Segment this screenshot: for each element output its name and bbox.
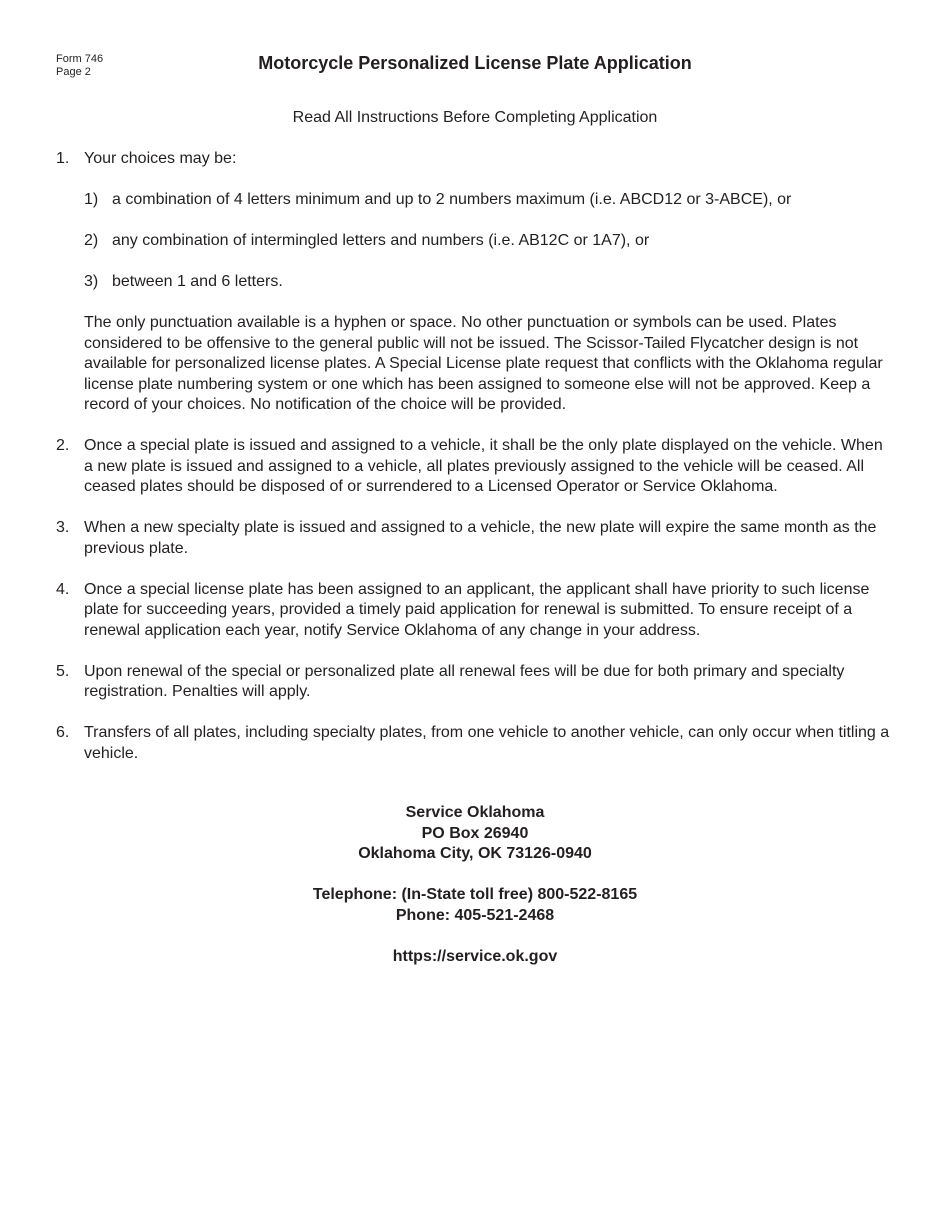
item-number: 4. — [56, 580, 70, 598]
form-number: Form 746 — [56, 53, 104, 65]
choice-option-1 — [84, 190, 892, 211]
instruction-item-2 — [56, 436, 892, 498]
item-number: 5. — [56, 662, 70, 680]
item-text: Once a special plate is issued and assigned to a vehicle, it shall be the only plate displayed on the vehicle. When a new plate is issued and assigned to a vehicle, all plates previously assigned to the vehicle will be ceased. All ceased plates should be disposed of or surrendered to a Licensed Operator or Service Oklahoma. — [84, 437, 883, 495]
instruction-item-6 — [56, 723, 892, 764]
choice-option-3 — [84, 272, 892, 293]
instructions-list — [56, 149, 892, 785]
item-number: 1. — [56, 150, 70, 167]
option-text: a combination of 4 letters minimum and up to 2 numbers maximum (i.e. ABCD12 or 3-ABCE), or — [112, 191, 792, 208]
item-number: 3. — [56, 519, 70, 536]
contact-po-box: PO Box 26940 — [421, 824, 529, 842]
item-number: 6. — [56, 724, 70, 741]
item-text: Transfers of all plates, including specialty plates, from one vehicle to another vehicle, can only occur when titling a vehicle. — [84, 724, 890, 762]
instruction-item-5 — [56, 662, 892, 703]
punctuation-note: The only punctuation available is a hyphen or space. No other punctuation or symbols can be used. Plates considered to be offensive to the general public will not be issued. The Scissor-Tailed Flycatcher design is not available for personalized license plates. A Special License plate request that conflicts with the Oklahoma regular license plate numbering system or one which has been assigned to someone else will not be approved. Keep a record of your choices. No notification of the choice will be provided. — [84, 314, 883, 413]
contact-block — [0, 803, 950, 967]
item-text: Once a special license plate has been assigned to an applicant, the applicant shall have priority to such license plate for succeeding years, provided a timely paid application for renewal is submitted. To ensure receipt of a renewal application each year, notify Service Oklahoma of any change in your address. — [84, 580, 870, 639]
option-text: any combination of intermingled letters and numbers (i.e. AB12C or 1A7), or — [112, 232, 650, 249]
item-number: 2. — [56, 437, 70, 454]
contact-city: Oklahoma City, OK 73126-0940 — [358, 845, 592, 862]
contact-org: Service Oklahoma — [405, 804, 545, 821]
item-text: Your choices may be: — [84, 150, 237, 167]
option-text: between 1 and 6 letters. — [112, 273, 283, 290]
contact-website: https://service.ok.gov — [392, 947, 558, 965]
item-text: Upon renewal of the special or personalized plate all renewal fees will be due for both primary and specialty registration. Penalties will apply. — [84, 662, 845, 700]
page-subtitle: Read All Instructions Before Completing Application — [292, 109, 658, 126]
contact-telephone: Telephone: (In-State toll free) 800-522-8165 — [312, 886, 638, 903]
option-number: 3) — [84, 273, 99, 290]
choice-option-2 — [84, 231, 892, 252]
contact-phone: Phone: 405-521-2468 — [395, 906, 555, 924]
option-number: 1) — [84, 191, 99, 208]
option-number: 2) — [84, 232, 99, 249]
page-number: Page 2 — [56, 66, 91, 78]
page-title: Motorcycle Personalized License Plate Application — [258, 53, 692, 73]
instruction-item-4 — [56, 580, 892, 642]
item-text: When a new specialty plate is issued and assigned to a vehicle, the new plate will expire the same month as the previous plate. — [84, 519, 877, 557]
instruction-item-3 — [56, 518, 892, 559]
instruction-item-1 — [56, 149, 892, 416]
